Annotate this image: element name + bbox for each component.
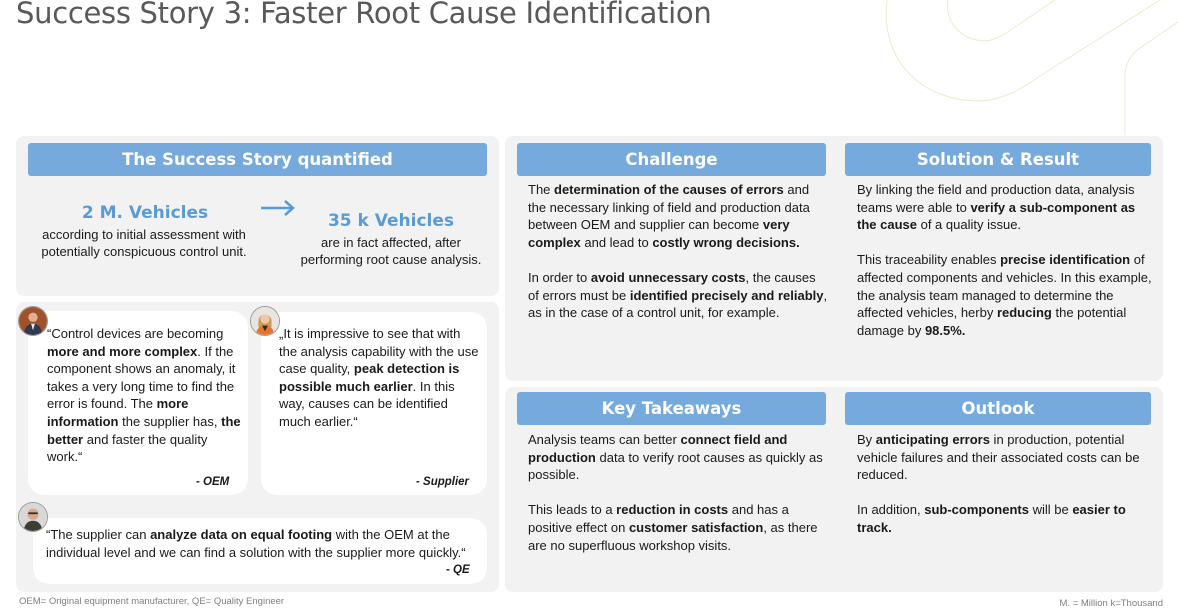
- solution-text: [857, 181, 1157, 357]
- emphasis-text: anticipating errors: [875, 432, 990, 447]
- footnote-abbreviations: OEM= Original equipment manufacturer, QE= Quality Engineer: [19, 596, 285, 607]
- text-run: in production, potential vehicle failures and their associated costs can be reduced.: [857, 432, 1140, 483]
- solution-header: Solution & Result: [845, 143, 1151, 176]
- text-run: “Control devices are becoming: [47, 326, 224, 341]
- emphasis-text: avoid unnecessary costs: [590, 269, 746, 285]
- text-run: This traceability enables: [857, 252, 1001, 268]
- text-run: of a quality issue.: [916, 217, 1022, 233]
- emphasis-text: costly wrong decisions.: [652, 234, 800, 250]
- text-run: with the OEM at the individual level and we can find a solution with the supplier more quickly.“: [46, 527, 466, 560]
- emphasis-text: determination of the causes of errors: [554, 182, 784, 197]
- text-run: By linking the field and production data, analysis teams were able to: [857, 182, 1135, 215]
- text-run: and the necessary linking of field and production data between OEM and supplier can become: [528, 182, 810, 233]
- quote-text-qe: [46, 526, 476, 561]
- paragraph: [528, 501, 833, 554]
- page-title: Success Story 3: Faster Root Cause Identification: [16, 0, 712, 30]
- paragraph: [857, 501, 1157, 536]
- footnote-units: M. = Million k=Thousand: [1059, 598, 1163, 609]
- quote-text-supplier: [279, 325, 479, 431]
- emphasis-text: reducing: [996, 305, 1052, 321]
- quote-attribution-qe: - QE: [446, 564, 470, 576]
- text-run: . If the component shows an anomaly, it takes a very long time to find the error is found. The: [47, 343, 236, 412]
- paragraph: [528, 181, 828, 251]
- text-run: In order to: [528, 269, 591, 285]
- text-run: . In this way, causes can be identified much earlier.“: [279, 378, 455, 429]
- text-run: In addition,: [857, 502, 925, 518]
- emphasis-text: verify a sub-component as the cause: [857, 199, 1136, 233]
- before-description-1: according to initial assessment with: [42, 227, 246, 242]
- text-run: , the causes of errors must be: [528, 269, 816, 303]
- text-run: The: [528, 182, 555, 197]
- text-run: of affected components and vehicles. In this example, the analysis team managed to determine the affected vehicles, herby: [857, 252, 1152, 321]
- person-man-suit-icon: [19, 307, 47, 335]
- quote-text-oem: [47, 325, 242, 466]
- before-description-2: potentially conspicuous control unit.: [41, 244, 247, 259]
- avatar-supplier: [250, 306, 280, 336]
- emphasis-text: easier to track.: [857, 502, 1126, 535]
- emphasis-text: analyze data on equal footing: [150, 527, 333, 542]
- text-run: data to verify root causes as quickly as possible.: [528, 449, 823, 483]
- takeaways-header: Key Takeaways: [517, 392, 826, 425]
- text-run: , as in the case of a control unit, for example.: [528, 287, 828, 321]
- text-run: This leads to a: [528, 502, 617, 518]
- emphasis-text: more and more complex: [47, 343, 198, 359]
- outlook-text: [857, 431, 1157, 554]
- after-description-2: performing root cause analysis.: [300, 252, 482, 267]
- avatar-oem: [18, 306, 48, 336]
- text-run: the supplier has,: [118, 413, 222, 429]
- text-run: and has a positive effect on: [528, 502, 789, 535]
- emphasis-text: connect field and production: [528, 432, 788, 465]
- before-value: 2 M. Vehicles: [81, 203, 209, 223]
- emphasis-text: customer satisfaction: [628, 519, 764, 535]
- text-run: By: [857, 432, 876, 447]
- quantified-header: The Success Story quantified: [28, 143, 487, 176]
- quote-attribution-oem: - OEM: [196, 476, 230, 488]
- emphasis-text: more information: [47, 396, 189, 429]
- emphasis-text: very complex: [528, 217, 790, 250]
- paragraph: [528, 269, 828, 322]
- text-run: will be: [1028, 502, 1073, 518]
- takeaways-text: [528, 431, 833, 572]
- challenge-header: Challenge: [517, 143, 826, 176]
- avatar-qe: [18, 502, 48, 532]
- text-run: the potential damage by: [857, 305, 1127, 338]
- challenge-text: [528, 181, 828, 339]
- emphasis-text: 98.5%.: [924, 322, 966, 338]
- text-run: “The supplier can: [46, 527, 151, 542]
- outlook-header: Outlook: [845, 392, 1151, 425]
- paragraph: [857, 431, 1157, 484]
- text-run: „It is impressive to see that with the analysis capability with the use case quality,: [279, 326, 479, 377]
- person-man-bald-icon: [19, 503, 47, 531]
- after-description-1: are in fact affected, after: [321, 235, 461, 250]
- emphasis-text: peak detection is possible much earlier: [279, 361, 460, 394]
- paragraph: [528, 431, 833, 484]
- text-run: , as there are no superfluous workshop visits.: [528, 519, 818, 553]
- emphasis-text: reduction in costs: [616, 502, 729, 518]
- emphasis-text: the better: [47, 413, 241, 447]
- paragraph: [857, 181, 1157, 234]
- after-value: 35 k Vehicles: [327, 211, 455, 231]
- emphasis-text: sub-components: [924, 502, 1029, 518]
- paragraph: [857, 251, 1157, 339]
- text-run: Analysis teams can better: [528, 432, 681, 447]
- emphasis-text: identified precisely and reliably: [629, 287, 824, 303]
- text-run: and faster the quality work.“: [47, 431, 208, 465]
- emphasis-text: precise identification: [1000, 252, 1131, 268]
- quote-attribution-supplier: - Supplier: [416, 476, 470, 488]
- person-woman-icon: [251, 307, 279, 335]
- text-run: and lead to: [580, 234, 653, 250]
- decorative-background-lines: [860, 0, 1178, 135]
